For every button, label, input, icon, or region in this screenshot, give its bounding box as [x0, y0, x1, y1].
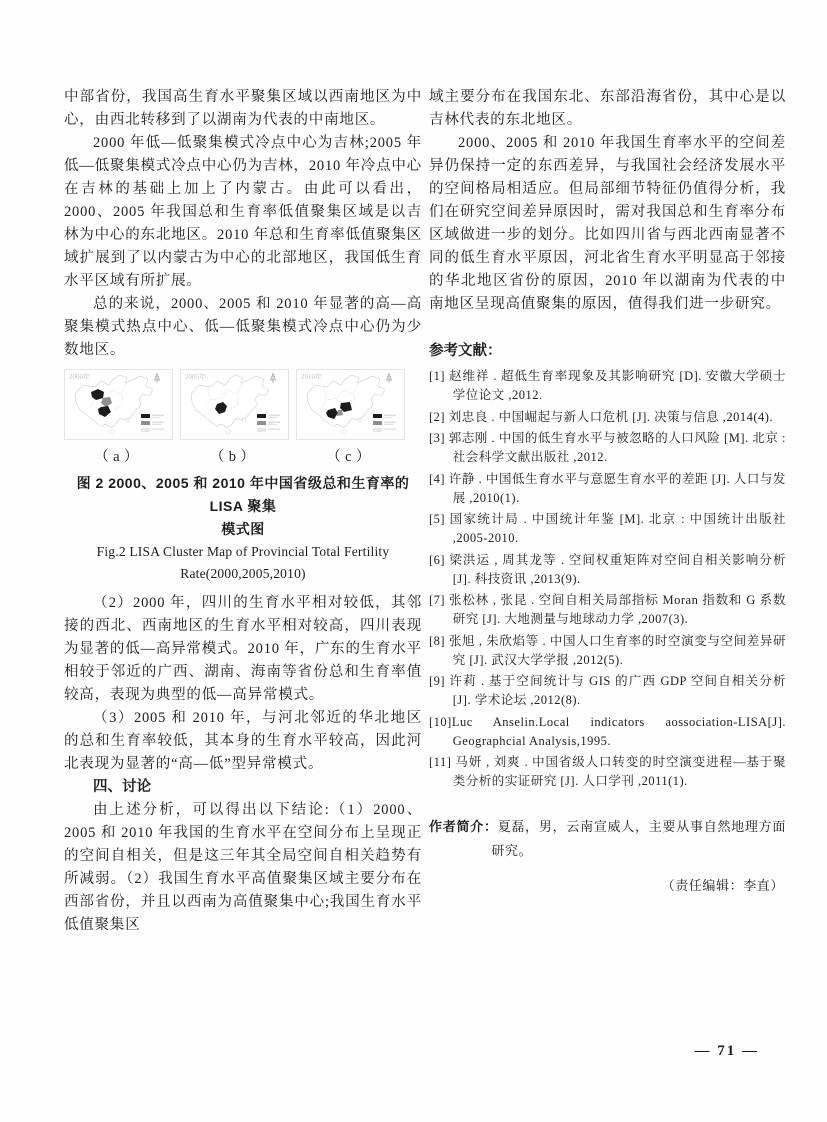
- legend-swatch-low: [141, 428, 150, 432]
- paragraph: 2000、2005 和 2010 年我国生育率水平的空间差异仍保持一定的东西差异，与我国社会经济发展水平的空间格局相适应。但局部细节特征仍值得分析，我们在研究空间差异原因时，需对我国总和生育率分布区域做进一步的划分。比如四川省与西北西南显著不同的低生育水平原因，河北省生育水平明显高于邻接的华北地区省份的原因，2010 年以湖南为代表的中南地区呈现高值聚集的原因，值得我们进一步研究。: [429, 135, 786, 312]
- legend-text-line: [268, 417, 277, 418]
- legend-text-line: [268, 424, 277, 425]
- legend-text-line: [152, 417, 161, 418]
- paragraph: 总的来说，2000、2005 和 2010 年显著的高—高聚集模式热点中心、低—低聚集模式冷点中心仍为少数地区。: [64, 296, 422, 358]
- legend-swatch-mid: [141, 421, 150, 425]
- legend-text-line: [384, 424, 393, 425]
- map-legend: [373, 414, 396, 432]
- legend-text-line: [384, 415, 396, 416]
- paragraph: （2）2000 年，四川的生育水平相对较低，其邻接的西北、西南地区的生育水平相对较高，四川表现为显著的低—高异常模式。2010 年，广东的生育水平相较于邻近的广西、湖南、海南等省份总和生育率值较高，表现为典型的低—高异常模式。: [64, 595, 422, 703]
- paragraph-continuation: 域主要分布在我国东北、东部沿海省份，其中心是以吉林代表的东北地区。: [429, 89, 786, 128]
- reference-item: [2] 刘忠良 . 中国崛起与新人口危机 [J]. 决策与信息 ,2014(4).: [429, 409, 774, 424]
- legend-text-line: [384, 429, 396, 430]
- reference-item: [1] 赵维祥 . 超低生育率现象及其影响研究 [D]. 安徽大学硕士学位论文 ,2012.: [429, 369, 786, 402]
- reference-item: [5] 国家统计局 . 中国统计年鉴 [M]. 北京 : 中国统计出版社 ,2005-2010.: [429, 512, 786, 545]
- legend-swatch-high: [257, 414, 266, 418]
- legend-swatch-high: [373, 414, 382, 418]
- north-arrow-icon: [155, 374, 160, 384]
- figure-caption-en-2: Rate(2000,2005,2010): [180, 566, 306, 581]
- legend-swatch-high: [141, 414, 150, 418]
- author-bio-text: 夏磊，男，云南宣威人，主要从事自然地理方面研究。: [491, 819, 786, 858]
- panel-label-a: （a）: [94, 449, 143, 465]
- paragraph: 2000 年低—低聚集模式冷点中心为吉林;2005 年低—低聚集模式冷点中心仍为吉林，2010 年冷点中心在吉林的基础上加上了内蒙古。由此可以看出，2000、2005 年我国总和生育率低值聚集区域是以吉林为中心的东北地区。2010 年总和生育率低值聚集区域扩展到了以内蒙古为中心的北部地区，我国低生育水平区域有所扩展。: [64, 135, 422, 289]
- legend-text-line: [152, 415, 164, 416]
- china-map-2010: [296, 369, 405, 440]
- author-bio: [429, 815, 786, 863]
- legend-swatch-low: [373, 428, 382, 432]
- legend-swatch-mid: [373, 421, 382, 425]
- panel-label-c: （c）: [326, 449, 375, 465]
- map-year-label: 2000年: [69, 373, 90, 381]
- figure-caption-cn-2: 模式图: [221, 521, 265, 537]
- reference-item: [9] 许莉 . 基于空间统计与 GIS 的广西 GDP 空间自相关分析 [J]. 学术论坛 ,2012(8).: [429, 674, 786, 707]
- legend-text-line: [152, 422, 164, 423]
- paragraph: （3）2005 和 2010 年，与河北邻近的华北地区的总和生育率较低，其本身的生育水平较高，因此河北表现为显著的“高—低”型异常模式。: [64, 710, 422, 772]
- reference-item: [10]Luc Anselin.Local indicators aossociation-LISA[J]. Geographcial Analysis,1995.: [429, 714, 786, 748]
- page-number: — 71 —: [694, 1043, 759, 1059]
- map-legend: [141, 414, 164, 432]
- china-outline: [191, 375, 269, 428]
- panel-label-b: （b）: [209, 449, 260, 465]
- paragraph-continuation: 中部省份，我国高生育水平聚集区域以西南地区为中心，由西北转移到了以湖南为代表的中南地区。: [64, 89, 422, 128]
- map-year-label: 2005年: [185, 373, 206, 381]
- legend-text-line: [152, 429, 164, 430]
- figure-caption-cn: 图 2 2000、2005 和 2010 年中国省级总和生育率的 LISA 聚集: [76, 475, 410, 514]
- left-column: [64, 86, 422, 937]
- reference-item: [7] 张松林 , 张昆 . 空间自相关局部指标 Moran 指数和 G 系数研究 [J]. 大地测量与地球动力学 ,2007(3).: [429, 593, 786, 626]
- reference-item: [4] 许静 . 中国低生育水平与意愿生育水平的差距 [J]. 人口与发展 ,2010(1).: [429, 471, 786, 505]
- china-outline: [75, 375, 153, 428]
- panel-labels: [64, 445, 422, 466]
- hainan-island: [226, 430, 231, 434]
- figure-caption-en: Fig.2 LISA Cluster Map of Provincial Total Fertility: [96, 544, 390, 559]
- legend-text-line: [384, 417, 393, 418]
- legend-text-line: [268, 429, 280, 430]
- reference-item: [3] 郭志刚 . 中国的低生育水平与被忽略的人口风险 [M]. 北京 : 社会科学文献出版社 ,2012.: [429, 431, 786, 464]
- north-arrow-icon: [271, 374, 276, 384]
- cluster-blob-mid: [337, 410, 343, 416]
- legend-text-line: [152, 424, 161, 425]
- legend-swatch-mid: [257, 421, 266, 425]
- reference-item: [11] 马妍 , 刘爽 . 中国省级人口转变的时空演变进程—基于聚类分析的实证研究 [J]. 人口学刊 ,2011(1).: [429, 755, 786, 788]
- references-list: [429, 367, 786, 791]
- hainan-island: [110, 430, 115, 434]
- legend-text-line: [384, 422, 396, 423]
- right-column: [429, 86, 786, 894]
- reference-item: [8] 张旭 , 朱欣焰等 . 中国人口生育率的时空演变与空间差异研究 [J]. 武汉大学学报 ,2012(5).: [429, 633, 786, 667]
- references-heading: 参考文献：: [429, 343, 502, 359]
- china-map-2005: [180, 369, 289, 440]
- china-map-2000: [64, 369, 173, 440]
- author-bio-label: 作者简介：: [429, 819, 498, 834]
- china-outline: [307, 375, 385, 428]
- legend-text-line: [268, 422, 280, 423]
- reference-item: [6] 梁洪运 , 周其龙等 . 空间权重矩阵对空间自相关影响分析 [J]. 科技资讯 ,2013(9).: [429, 552, 786, 586]
- section-heading-discussion: 四、讨论: [93, 779, 151, 795]
- legend-text-line: [268, 415, 280, 416]
- hainan-island: [342, 430, 347, 434]
- map-year-label: 2010年: [301, 373, 322, 381]
- legend-swatch-low: [257, 428, 266, 432]
- editor-note: （责任编辑：李直）: [661, 878, 784, 893]
- north-arrow-icon: [387, 374, 392, 384]
- map-legend: [257, 414, 280, 432]
- figure-lisa-cluster-maps: [64, 369, 422, 585]
- paragraph: 由上述分析，可以得出以下结论:（1）2000、2005 和 2010 年我国的生育水平在空间分布上呈现正的空间自相关，但是这三年其全局空间自相关趋势有所减弱。（2）我国生育水平高值聚集区域主要分布在西部省份，并且以西南为高值聚集中心;我国生育水平低值聚集区: [64, 802, 422, 933]
- map-row: [64, 369, 422, 440]
